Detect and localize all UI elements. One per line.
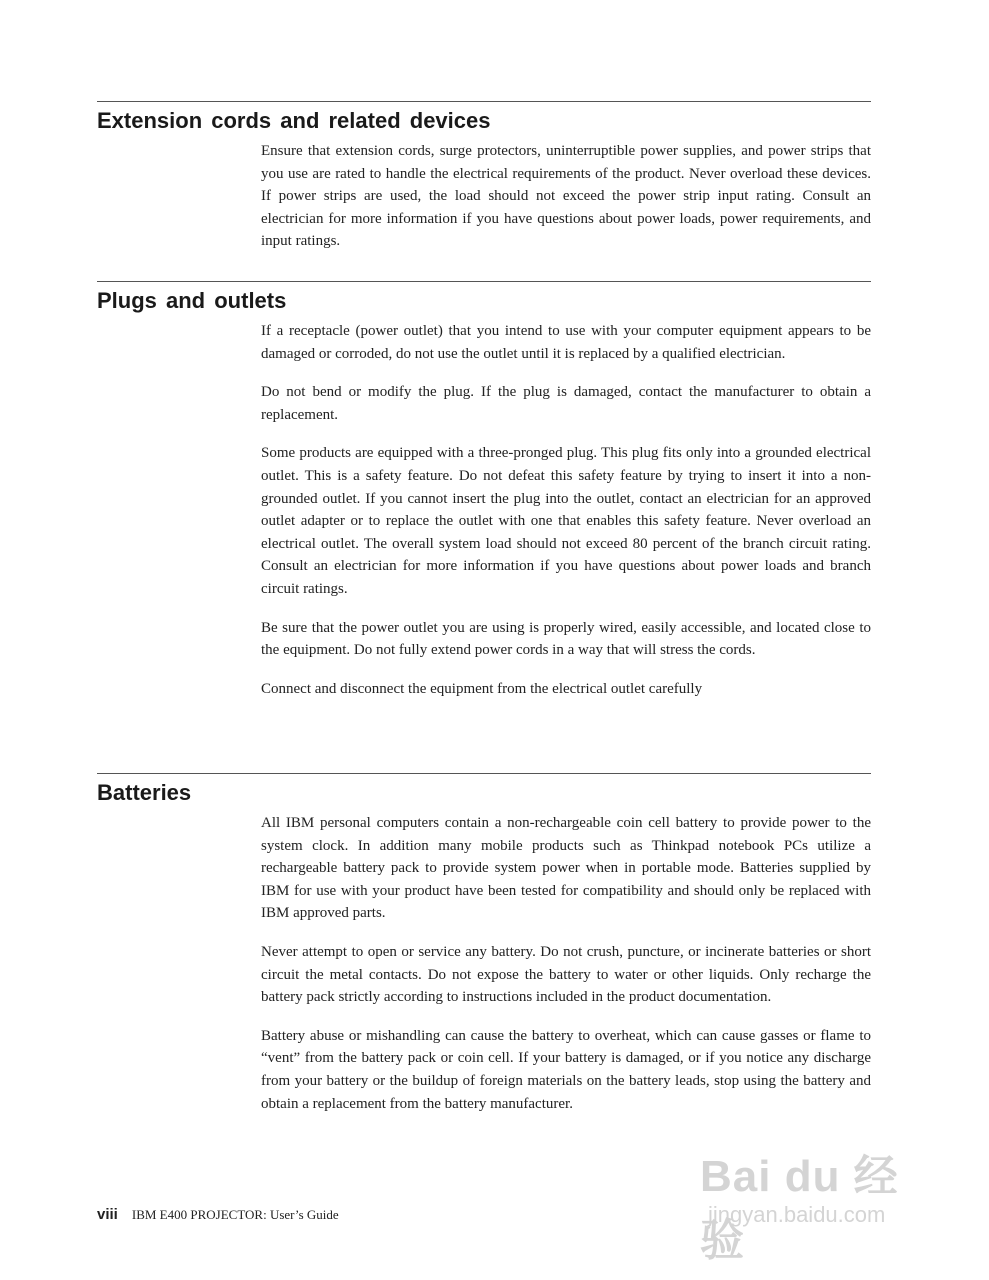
paragraph: Do not bend or modify the plug. If the plug is damaged, contact the manufacturer to obtain a replacement. [261, 384, 871, 423]
section-extension-cords [97, 101, 871, 269]
page-number: viii [97, 1206, 118, 1223]
section-batteries [97, 773, 871, 1131]
paragraph: Never attempt to open or service any battery. Do not crush, puncture, or incinerate batteries or short circuit the metal contacts. Do not expose the battery to water or other liquids. Only recharge the battery pack strictly according to instructions included in the product documentation. [261, 943, 871, 1006]
paragraph: Connect and disconnect the equipment from the electrical outlet carefully [261, 680, 703, 697]
footer-title: IBM E400 PROJECTOR: User’s Guide [131, 1207, 339, 1222]
section-heading: Plugs and outlets [97, 288, 287, 313]
paragraph: Some products are equipped with a three-pronged plug. This plug fits only into a grounded electrical outlet. This is a safety feature. Do not defeat this safety feature by trying to insert it into a non-grounded outlet. If you cannot insert the plug into the outlet, contact an electrician for an approved outlet adapter or to replace the outlet with one that enables this safety feature. Never overload an electrical outlet. The overall system load should not exceed 80 percent of the branch circuit rating. Consult an electrician for more information if you have questions about power loads and branch circuit ratings. [261, 445, 871, 597]
page-footer [97, 1206, 339, 1223]
watermark-url: jingyan.baidu.com [708, 1202, 886, 1227]
section-body [261, 812, 871, 1115]
paragraph: Battery abuse or mishandling can cause the battery to overheat, which can cause gasses or flame to “vent” from the battery pack or coin cell. If your battery is damaged, or if you notice any discharge from your battery or the buildup of foreign materials on the battery leads, stop using the battery and obtain a replacement from the battery manufacturer. [261, 1027, 871, 1112]
section-heading: Extension cords and related devices [97, 108, 491, 133]
paragraph: All IBM personal computers contain a non-rechargeable coin cell battery to provide power to the system clock. In addition many mobile products such as Thinkpad notebook PCs utilize a rechargeable battery pack to provide system power when in portable mode. Batteries supplied by IBM for use with your product have been tested for compatibility and should only be replaced with IBM approved parts. [261, 815, 871, 922]
section-divider [97, 773, 871, 774]
paragraph: If a receptacle (power outlet) that you intend to use with your computer equipment appears to be damaged or corroded, do not use the outlet until it is replaced by a qualified electrician. [261, 323, 871, 362]
section-body [261, 140, 871, 253]
watermark [700, 1140, 940, 1265]
section-plugs-outlets [97, 281, 871, 716]
section-heading: Batteries [97, 780, 192, 805]
watermark-logo: Bai du 经验 [700, 1152, 899, 1265]
paragraph: Ensure that extension cords, surge protectors, uninterruptible power supplies, and power strips that you use are rated to handle the electrical requirements of the product. Never overload these devices. If power strips are used, the load should not exceed the power strip input rating. Consult an electrician for more information if you have questions about power loads, power requirements, and input ratings. [261, 143, 871, 250]
section-body [261, 320, 871, 700]
paragraph: Be sure that the power outlet you are using is properly wired, easily accessible, and located close to the equipment. Do not fully extend power cords in a way that will stress the cords. [261, 619, 871, 659]
section-divider [97, 101, 871, 102]
section-divider [97, 281, 871, 282]
